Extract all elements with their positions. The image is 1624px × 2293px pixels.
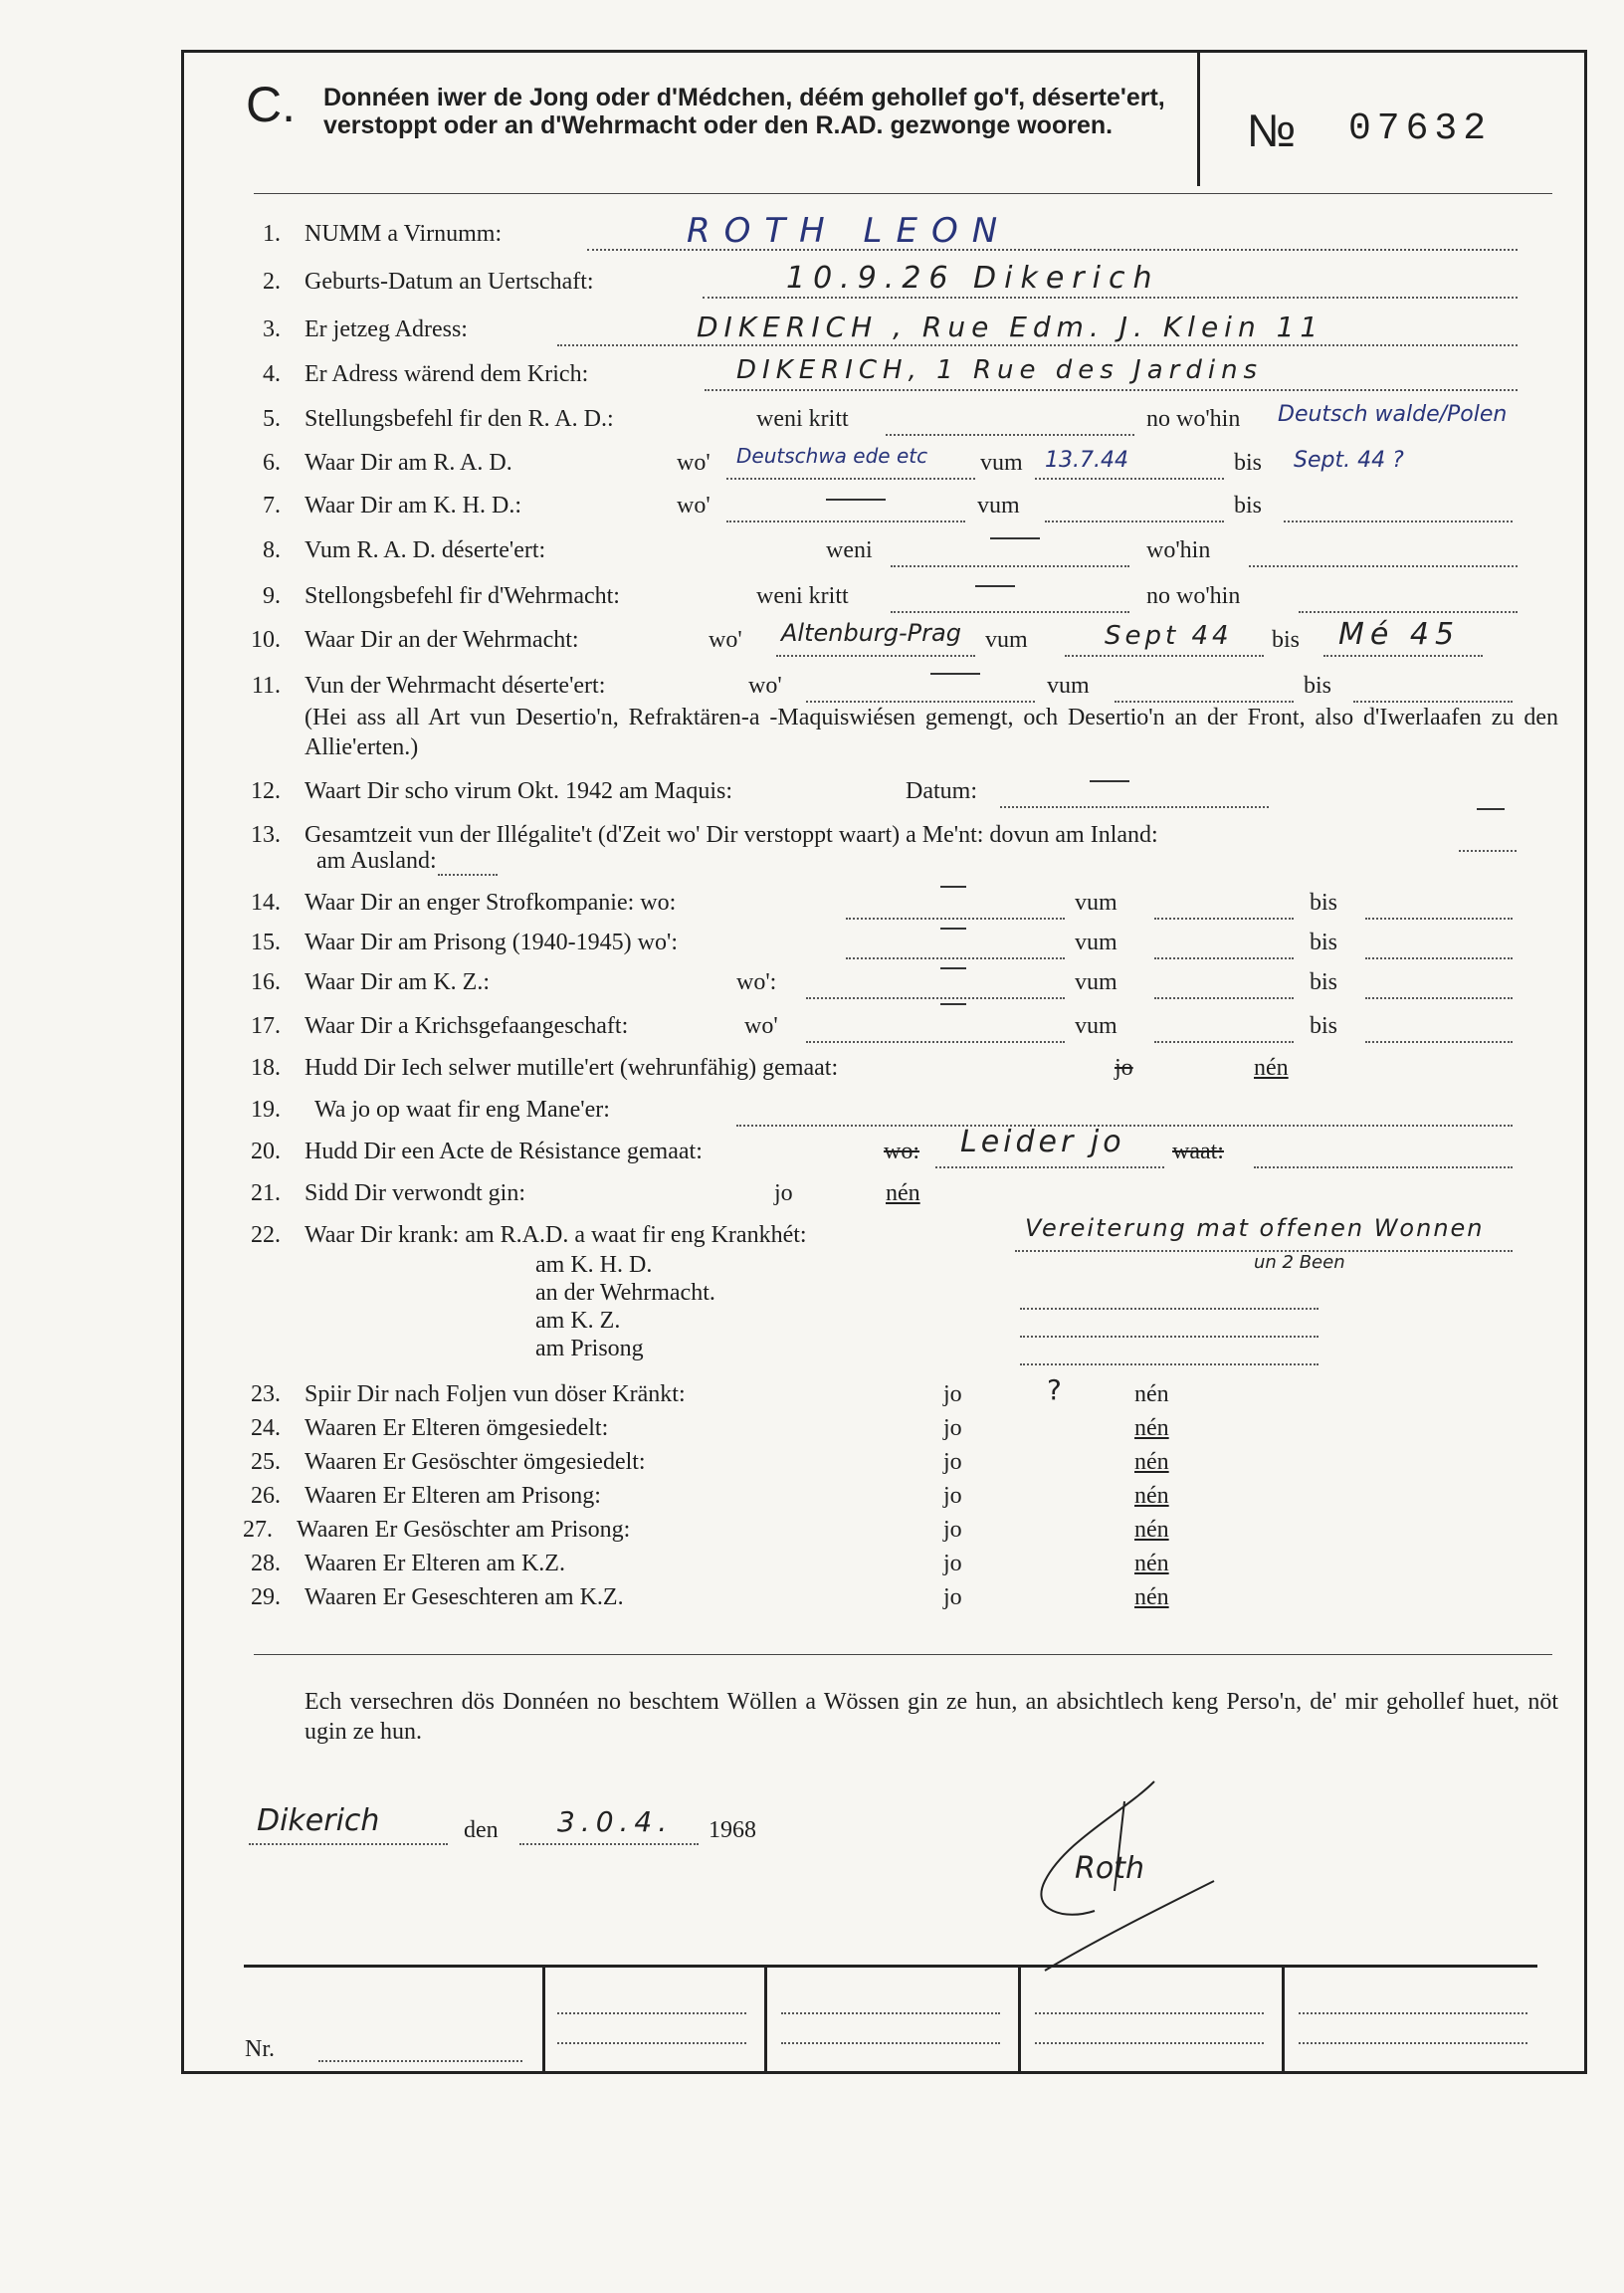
row-11-note: (Hei ass all Art vun Desertio'n, Refraktären-a -Maquiswiésen gemengt, och Desertio'n an der Front, also d'Iwerlaafen zu den Allie'erten.)	[304, 705, 1558, 760]
handwritten-illness: Vereiterung mat offenen Wonnen	[1025, 1214, 1485, 1242]
signature-text: Roth	[1075, 1851, 1144, 1886]
number-label: №	[1247, 104, 1297, 156]
footer-rule-top	[244, 1965, 1537, 1968]
form-title: Donnéen iwer de Jong oder d'Médchen, déém gehollef go'f, déserte'ert, verstoppt oder an d'Wehrmacht oder den R.AD. gezwonge wooren.	[323, 84, 1165, 139]
header-rule	[254, 193, 1552, 194]
separator-rule	[254, 1654, 1552, 1655]
declaration-text: Ech versechren dös Donnéen no beschtem Wöllen a Wössen gin ze hun, an absichtlech keng Perso'n, de' mir gehollef huet, nöt ugin ze hun.	[304, 1689, 1558, 1745]
nr-label: Nr.	[245, 2036, 275, 2062]
header-divider	[1197, 52, 1200, 186]
handwritten-name: ROTH LEON	[687, 211, 1012, 251]
form-sheet: C. Donnéen iwer de Jong oder d'Médchen, déém gehollef go'f, déserte'ert, verstoppt oder an d'Wehrmacht oder den R.AD. gezwonge wooren. № 07632 1. NUMM a Virnumm: ROTH LEON 2. Geburts-Datum an Uertschaft: 10.9.26 Dikerich 3. Er jetzeg Adress: DIKERICH , Rue Edm. J. Klein 11 4. Er Adress wärend dem Krich: DIKERICH, 1 Rue des Jardins 5. Stellungsbefehl fir den R. A. D.: weni kritt no wo'hin Deutsch walde/Polen 6. Waar Dir am R. A. D. wo' Deutschwa ede etc vum 13.7.44 bis Sept. 44 ? 7. Waar Dir am K. H. D.: wo' vum bis 8. Vum R. A. D. déserte'ert: weni wo'hin 9. Stellongsbefehl fir d'Wehrmacht: weni kritt no wo'hin 10. Waar Dir an der Wehrmacht: wo' Altenburg-Prag vum Sept 44 bis Mé 45 11. Vun der Wehrmacht déserte'ert: wo' vum bis (Hei ass all Art vun Desertio'n, Refraktären-a -Maquiswiésen gemengt, och Desertio'n an der Front, also d'Iwerlaafen zu den Allie'erten.) 12. Waart Dir scho virum Okt. 1942 am Maquis: Datum: 13. Gesamtzeit vun der Illégalite't (d'Zeit wo' Dir verstoppt waart) a Me'nt: dovun am Inland: am Ausland: 14. Waar Dir an enger Strofkompanie: wo: vum bis 15. Waar Dir am Prisong (1940-1945) wo': vum bis 16. Waar Dir am K. Z.: wo': vum bis 17. Waar Dir a Krichsgefaangeschaft: wo' vum bis 18. Hudd Dir Iech selwer mutille'ert (wehrunfähig) gemaat: jo nén 19. Wa jo op waat fir eng Mane'er: 20. Hudd Dir een Acte de Résistance gemaat: wo: Leider jo waat: 21. Sidd Dir verwondt gin: jo nén 22. Waar Dir krank: am R.A.D. a waat fir eng Krankhét: Vereiterung mat offenen Wonnen un 2 Been am K. H. D. an der Wehrmacht. am K. Z. am Prisong 23. Spiir Dir nach Foljen vun döser Kränkt: jo ? nén 24. Waaren Er Elteren ömgesiedelt: jo nén 25. Waaren Er Gesöschter ömgesiedelt: jo nén 26. Waaren Er Elteren am Prisong: jo nén 27. Waaren Er Gesöschter am Prisong: jo nén 28. Waaren Er Elteren am K.Z. jo nén 29. Waaren Er Geseschteren am K.Z. jo nén Ech versechren dös Donnéen no beschtem Wöllen a Wössen gin ze hun, an absichtlech keng Perso'n, de' mir gehollef huet, nöt ugin ze hun. Dikerich den 3.0.4. 1968 Roth Nr.	[0, 0, 1624, 2293]
handwritten-place: Dikerich	[257, 1803, 380, 1838]
handwritten-date: 3.0.4.	[557, 1805, 674, 1838]
form-number: 07632	[1348, 107, 1493, 150]
section-letter: C.	[246, 77, 296, 132]
handwritten-resistance: Leider jo	[960, 1125, 1125, 1159]
handwritten-address: DIKERICH , Rue Edm. J. Klein 11	[697, 311, 1324, 343]
handwritten-birth: 10.9.26 Dikerich	[786, 261, 1160, 296]
nen-selected: nén	[1254, 1055, 1289, 1081]
handwritten-war-address: DIKERICH, 1 Rue des Jardins	[736, 355, 1264, 385]
jo-struck: jo	[1115, 1055, 1133, 1081]
